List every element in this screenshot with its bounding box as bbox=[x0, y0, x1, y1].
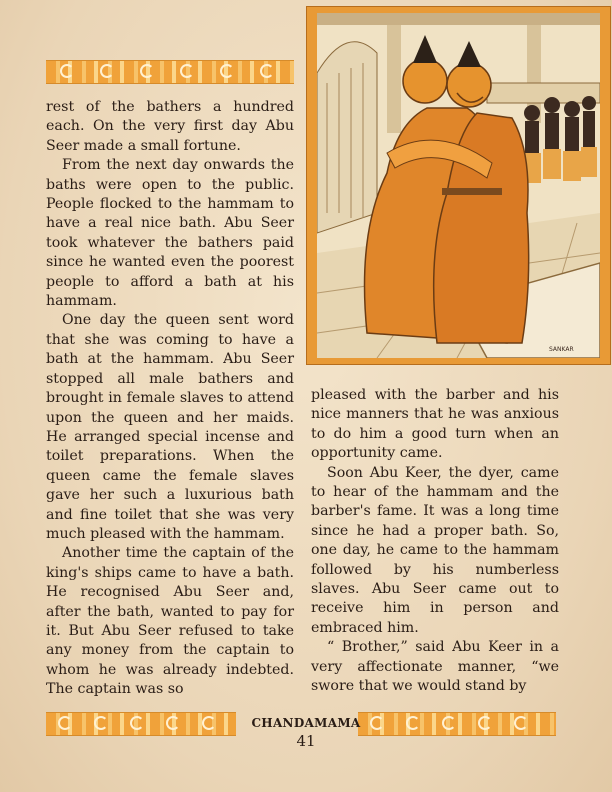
paragraph: From the next day onwards the baths were open to the public. People flocked to the hammam to have a real nice bath. Abu Seer took whatever the bathers paid since he wanted even the poorest people to afford a bath at his hammam. bbox=[46, 157, 294, 310]
paragraph: “ Brother,” said Abu Keer in a very affectionate manner, “we swore that we would stand by bbox=[311, 639, 559, 695]
right-text-column bbox=[311, 386, 559, 697]
embrace-scene-drawing bbox=[317, 13, 600, 358]
page-number: 41 bbox=[296, 732, 316, 750]
paragraph: One day the queen sent word that she was coming to have a bath at the hammam. Abu Seer stopped all male bathers and brought in female slaves to attend upon the queen and her maids. He arranged special incense and toilet preparations. When the queen came the female slaves gave her such a luxurious bath and fine toilet that she was very much pleased with the hammam. bbox=[46, 312, 294, 542]
paragraph: pleased with the barber and his nice manners that he was anxious to do him a good turn when an opportunity came. bbox=[311, 387, 559, 462]
footer-ornament-right bbox=[358, 712, 556, 736]
paragraph: Soon Abu Keer, the dyer, came to hear of the hammam and the barber's fame. It was a long time since he had a proper bath. So, one day, he came to the hammam followed by his numberless slaves. Abu Seer came out to receive him in person and embraced him. bbox=[311, 464, 559, 636]
footer-ornament-left bbox=[46, 712, 236, 736]
left-text-column bbox=[46, 98, 294, 700]
paragraph: Another time the captain of the king's ships came to have a bath. He recognised Abu Seer and, after the bath, wanted to pay for it. But Abu Seer refused to take any money from the captain to whom he was already indebted. The captain was so bbox=[46, 545, 294, 698]
header-ornament-band bbox=[46, 60, 294, 84]
story-illustration bbox=[306, 6, 611, 365]
artist-signature: SANKAR bbox=[549, 346, 574, 353]
magazine-name: CHANDAMAMA bbox=[251, 716, 361, 730]
paragraph: rest of the bathers a hundred each. On the very first day Abu Seer made a small fortune. bbox=[46, 99, 294, 154]
